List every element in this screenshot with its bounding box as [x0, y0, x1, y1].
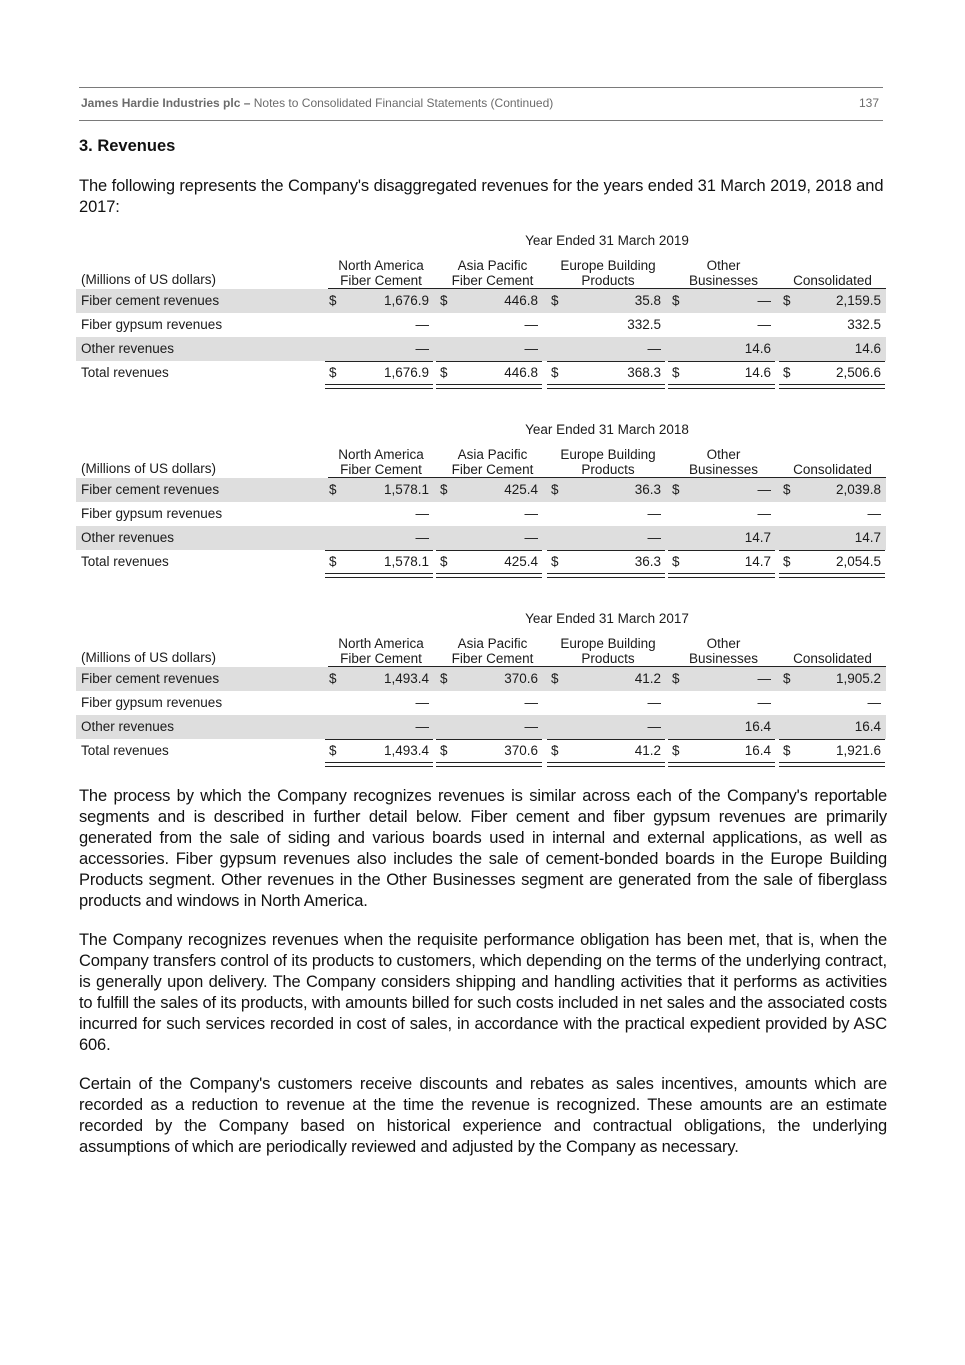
total-double-rule: [547, 573, 665, 578]
running-header: [81, 96, 879, 110]
row-label: Other revenues: [81, 719, 175, 734]
total-double-rule: [668, 762, 775, 767]
column-header-na: [326, 636, 436, 666]
revenue-table-2018: [76, 422, 886, 572]
total-double-rule: [779, 762, 885, 767]
revenue-table-2019: [76, 233, 886, 383]
cell-value: —: [524, 317, 538, 332]
cell-ebp: [551, 719, 661, 735]
currency-symbol: $: [672, 671, 680, 686]
cell-value: —: [647, 719, 661, 734]
column-header-ap: [437, 447, 548, 477]
row-label: Total revenues: [81, 365, 169, 380]
currency-symbol: $: [783, 671, 791, 686]
column-header-line: North America: [338, 447, 424, 462]
currency-symbol: $: [440, 482, 448, 497]
column-header-line: North America: [338, 258, 424, 273]
cell-value: —: [757, 482, 771, 497]
column-header-line: Europe Building: [560, 636, 656, 651]
column-header-line: [779, 258, 886, 273]
cell-other: [672, 293, 771, 309]
cell-value: 425.4: [504, 482, 538, 497]
row-label: Total revenues: [81, 743, 169, 758]
cell-value: 1,578.1: [383, 554, 429, 569]
column-header-ebp: [548, 447, 668, 477]
total-double-rule: [325, 762, 433, 767]
cell-value: 14.6: [854, 341, 881, 356]
column-header-line: Other: [706, 258, 741, 273]
currency-symbol: $: [551, 671, 559, 686]
currency-symbol: $: [329, 671, 337, 686]
cell-value: 370.6: [504, 743, 538, 758]
column-header-line: Fiber Cement: [340, 273, 422, 288]
table-period-heading: Year Ended 31 March 2019: [525, 233, 689, 248]
cell-other: [672, 554, 771, 570]
cell-ap: [440, 554, 538, 570]
cell-ebp: [551, 743, 661, 759]
cell-value: —: [524, 695, 538, 710]
column-header-cons: [779, 636, 886, 666]
cell-other: [672, 317, 771, 333]
cell-ap: [440, 719, 538, 735]
subtotal-rule: [547, 361, 665, 362]
currency-symbol: $: [551, 293, 559, 308]
column-header-line: Fiber Cement: [451, 462, 534, 477]
cell-value: 2,506.6: [835, 365, 881, 380]
cell-value: 1,676.9: [383, 365, 429, 380]
cell-other: [672, 695, 771, 711]
cell-value: —: [647, 530, 661, 545]
row-label: Fiber cement revenues: [81, 482, 220, 497]
cell-cons: [783, 482, 881, 498]
cell-value: —: [647, 341, 661, 356]
currency-symbol: $: [783, 743, 791, 758]
row-label: Fiber gypsum revenues: [81, 695, 223, 710]
cell-value: 36.3: [634, 554, 661, 569]
currency-symbol: $: [551, 554, 559, 569]
cell-value: —: [757, 695, 771, 710]
subtotal-rule: [325, 550, 433, 551]
total-double-rule: [325, 384, 433, 389]
column-header-line: Fiber Cement: [340, 651, 422, 666]
column-header-line: Fiber Cement: [451, 651, 534, 666]
cell-value: 41.2: [634, 671, 661, 686]
cell-ap: [440, 365, 538, 381]
units-label: (Millions of US dollars): [81, 650, 217, 665]
subtotal-rule: [668, 739, 775, 740]
currency-symbol: $: [672, 365, 680, 380]
column-header-line: Fiber Cement: [451, 273, 534, 288]
cell-ap: [440, 671, 538, 687]
subtotal-rule: [325, 739, 433, 740]
cell-ebp: [551, 554, 661, 570]
cell-value: —: [415, 317, 429, 332]
cell-ebp: [551, 293, 661, 309]
cell-ap: [440, 506, 538, 522]
column-header-line: Businesses: [688, 462, 759, 477]
cell-value: 14.6: [744, 341, 771, 356]
cell-cons: [783, 554, 881, 570]
cell-na: [329, 317, 429, 333]
cell-value: 1,905.2: [835, 671, 881, 686]
cell-value: —: [415, 530, 429, 545]
currency-symbol: $: [329, 743, 337, 758]
row-fiber-gypsum: [76, 502, 886, 526]
cell-na: [329, 341, 429, 357]
cell-value: —: [867, 506, 881, 521]
cell-value: —: [757, 317, 771, 332]
row-total-revenues: [76, 550, 886, 574]
cell-value: —: [524, 530, 538, 545]
cell-value: 446.8: [504, 293, 538, 308]
column-header-line: Products: [581, 651, 635, 666]
cell-value: 35.8: [634, 293, 661, 308]
cell-na: [329, 293, 429, 309]
cell-cons: [783, 293, 881, 309]
cell-na: [329, 482, 429, 498]
column-header-ebp: [548, 636, 668, 666]
cell-cons: [783, 671, 881, 687]
cell-value: 14.7: [744, 530, 771, 545]
currency-symbol: $: [551, 482, 559, 497]
cell-value: —: [415, 695, 429, 710]
cell-ebp: [551, 671, 661, 687]
column-header-line: Businesses: [688, 273, 759, 288]
intro-paragraph: The following represents the Company's disaggregated revenues for the years ended 31 March 2019, 2018 and 2017:: [79, 177, 884, 216]
header-rule-bottom: [79, 120, 883, 121]
cell-ap: [440, 293, 538, 309]
currency-symbol: $: [672, 743, 680, 758]
subtotal-rule: [668, 550, 775, 551]
revenue-table-2017: [76, 611, 886, 761]
column-header-row: [76, 254, 886, 288]
cell-value: —: [757, 671, 771, 686]
cell-na: [329, 365, 429, 381]
column-header-line: Consolidated: [793, 651, 872, 666]
total-double-rule: [668, 384, 775, 389]
cell-cons: [783, 341, 881, 357]
cell-ebp: [551, 530, 661, 546]
row-label: Other revenues: [81, 341, 175, 356]
subtotal-rule: [779, 739, 885, 740]
cell-value: 2,039.8: [835, 482, 881, 497]
row-total-revenues: [76, 361, 886, 385]
cell-other: [672, 506, 771, 522]
row-label: Other revenues: [81, 530, 175, 545]
paragraph-discounts-rebates: Certain of the Company's customers receive discounts and rebates as sales incentives, amounts which are recorded as a reduction to revenue at the time the revenue is recognized. These amounts are an estimate recorded by the Company based on historical experience and contractual obligations, the underlying assumptions of which are periodically reviewed and adjusted by the Company as necessary.: [79, 1075, 887, 1156]
row-other-revenues: [76, 337, 886, 361]
cell-other: [672, 719, 771, 735]
currency-symbol: $: [329, 554, 337, 569]
cell-value: 16.4: [854, 719, 881, 734]
table-period-heading: Year Ended 31 March 2018: [525, 422, 689, 437]
subtotal-rule: [779, 361, 885, 362]
cell-value: —: [415, 719, 429, 734]
currency-symbol: $: [329, 482, 337, 497]
currency-symbol: $: [783, 482, 791, 497]
currency-symbol: $: [672, 482, 680, 497]
cell-ap: [440, 317, 538, 333]
cell-ap: [440, 341, 538, 357]
column-header-line: Consolidated: [793, 273, 872, 288]
column-header-other: [668, 447, 779, 477]
row-total-revenues: [76, 739, 886, 763]
currency-symbol: $: [551, 365, 559, 380]
column-header-line: Fiber Cement: [340, 462, 422, 477]
cell-value: —: [415, 341, 429, 356]
cell-other: [672, 341, 771, 357]
currency-symbol: $: [783, 365, 791, 380]
cell-na: [329, 671, 429, 687]
cell-ap: [440, 743, 538, 759]
cell-value: —: [757, 506, 771, 521]
row-fiber-cement: [76, 667, 886, 691]
section-title: 3. Revenues: [79, 137, 176, 155]
currency-symbol: $: [783, 554, 791, 569]
subtotal-rule: [779, 550, 885, 551]
column-header-line: Businesses: [688, 651, 759, 666]
row-fiber-gypsum: [76, 313, 886, 337]
row-label: Fiber cement revenues: [81, 671, 220, 686]
cell-value: 1,676.9: [383, 293, 429, 308]
column-header-other: [668, 636, 779, 666]
cell-other: [672, 482, 771, 498]
cell-cons: [783, 743, 881, 759]
cell-value: —: [415, 506, 429, 521]
cell-value: 16.4: [744, 743, 771, 758]
cell-na: [329, 743, 429, 759]
cell-na: [329, 506, 429, 522]
subtotal-rule: [436, 550, 542, 551]
cell-value: 14.7: [854, 530, 881, 545]
total-double-rule: [779, 573, 885, 578]
cell-value: 2,159.5: [835, 293, 881, 308]
cell-value: —: [524, 506, 538, 521]
cell-cons: [783, 695, 881, 711]
column-header-line: Other: [706, 636, 741, 651]
column-header-line: Products: [581, 462, 635, 477]
currency-symbol: $: [672, 293, 680, 308]
column-header-line: [779, 447, 886, 462]
row-other-revenues: [76, 715, 886, 739]
cell-na: [329, 695, 429, 711]
cell-value: —: [524, 719, 538, 734]
row-fiber-cement: [76, 289, 886, 313]
cell-other: [672, 743, 771, 759]
currency-symbol: $: [440, 293, 448, 308]
subtotal-rule: [325, 361, 433, 362]
column-header-ap: [437, 258, 548, 288]
row-label: Total revenues: [81, 554, 169, 569]
column-header-line: Europe Building: [560, 447, 656, 462]
column-header-other: [668, 258, 779, 288]
subtotal-rule: [547, 550, 665, 551]
table-period-heading: Year Ended 31 March 2017: [525, 611, 689, 626]
cell-value: 14.6: [744, 365, 771, 380]
paragraph-revenue-process: The process by which the Company recognizes revenues is similar across each of the Company's reportable segments and is described in further detail below. Fiber cement and fiber gypsum revenues are primarily generated from the sale of siding and various boards used in internal and external applications, as well as accessories. Fiber gypsum revenues also includes the sale of cement-bonded boards in the Europe Building Products segment. Other revenues in the Other Businesses segment are generated from the sale of fiberglass products and windows in North America.: [79, 787, 887, 910]
row-label: Fiber gypsum revenues: [81, 317, 223, 332]
total-double-rule: [436, 384, 542, 389]
row-label: Fiber gypsum revenues: [81, 506, 223, 521]
row-other-revenues: [76, 526, 886, 550]
total-double-rule: [436, 762, 542, 767]
units-label: (Millions of US dollars): [81, 461, 217, 476]
cell-value: 332.5: [847, 317, 881, 332]
header-title: Notes to Consolidated Financial Statements (Continued): [253, 96, 554, 110]
cell-value: 2,054.5: [835, 554, 881, 569]
total-double-rule: [779, 384, 885, 389]
total-double-rule: [436, 573, 542, 578]
column-header-cons: [779, 258, 886, 288]
column-header-ebp: [548, 258, 668, 288]
cell-value: —: [524, 341, 538, 356]
column-header-row: [76, 632, 886, 666]
column-header-na: [326, 258, 436, 288]
page-number: 137: [858, 96, 879, 110]
cell-value: —: [647, 506, 661, 521]
cell-value: 36.3: [634, 482, 661, 497]
cell-value: 1,493.4: [383, 671, 429, 686]
total-double-rule: [668, 573, 775, 578]
total-double-rule: [325, 573, 433, 578]
cell-value: —: [757, 293, 771, 308]
column-header-line: Asia Pacific: [457, 447, 528, 462]
cell-other: [672, 365, 771, 381]
total-double-rule: [547, 762, 665, 767]
header-rule-top: [79, 87, 883, 88]
cell-other: [672, 530, 771, 546]
cell-ap: [440, 695, 538, 711]
column-header-ap: [437, 636, 548, 666]
cell-value: —: [867, 695, 881, 710]
cell-cons: [783, 317, 881, 333]
currency-symbol: $: [329, 293, 337, 308]
currency-symbol: $: [440, 743, 448, 758]
paragraph-revenue-recognition: The Company recognizes revenues when the requisite performance obligation has been met, that is, when the Company transfers control of its products to customers, which depending on the terms of the underlying contract, is generally upon delivery. The Company considers shipping and handling activities that it performs as activities to fulfill the sales of its products, with amounts billed for such costs included in net sales and the associated costs incurred for such services recorded in cost of sales, in accordance with the practical expedient provided by ASC 606.: [79, 931, 887, 1054]
company-name: James Hardie Industries plc: [81, 96, 241, 110]
cell-na: [329, 719, 429, 735]
column-header-line: Asia Pacific: [457, 258, 528, 273]
column-header-line: North America: [338, 636, 424, 651]
cell-value: —: [647, 695, 661, 710]
total-double-rule: [547, 384, 665, 389]
cell-value: 1,493.4: [383, 743, 429, 758]
currency-symbol: $: [551, 743, 559, 758]
row-label: Fiber cement revenues: [81, 293, 220, 308]
column-header-line: Europe Building: [560, 258, 656, 273]
column-header-cons: [779, 447, 886, 477]
cell-ebp: [551, 482, 661, 498]
column-header-line: Consolidated: [793, 462, 872, 477]
cell-cons: [783, 365, 881, 381]
cell-ebp: [551, 506, 661, 522]
column-header-line: Asia Pacific: [457, 636, 528, 651]
column-header-na: [326, 447, 436, 477]
currency-symbol: $: [440, 554, 448, 569]
cell-ebp: [551, 695, 661, 711]
cell-na: [329, 554, 429, 570]
column-header-line: [779, 636, 886, 651]
units-label: (Millions of US dollars): [81, 272, 217, 287]
cell-cons: [783, 719, 881, 735]
currency-symbol: $: [440, 671, 448, 686]
cell-value: 368.3: [627, 365, 661, 380]
currency-symbol: $: [672, 554, 680, 569]
cell-other: [672, 671, 771, 687]
cell-ap: [440, 530, 538, 546]
cell-value: 1,578.1: [383, 482, 429, 497]
cell-value: 332.5: [627, 317, 661, 332]
currency-symbol: $: [329, 365, 337, 380]
cell-ebp: [551, 365, 661, 381]
cell-value: 425.4: [504, 554, 538, 569]
subtotal-rule: [547, 739, 665, 740]
currency-symbol: $: [783, 293, 791, 308]
cell-value: 446.8: [504, 365, 538, 380]
subtotal-rule: [436, 739, 542, 740]
column-header-row: [76, 443, 886, 477]
currency-symbol: $: [440, 365, 448, 380]
cell-value: 41.2: [634, 743, 661, 758]
header-separator: –: [240, 96, 254, 110]
row-fiber-gypsum: [76, 691, 886, 715]
column-header-line: Products: [581, 273, 635, 288]
subtotal-rule: [436, 361, 542, 362]
cell-value: 14.7: [744, 554, 771, 569]
cell-cons: [783, 530, 881, 546]
cell-ap: [440, 482, 538, 498]
cell-value: 370.6: [504, 671, 538, 686]
cell-value: 16.4: [744, 719, 771, 734]
cell-na: [329, 530, 429, 546]
cell-value: 1,921.6: [835, 743, 881, 758]
cell-ebp: [551, 341, 661, 357]
cell-ebp: [551, 317, 661, 333]
cell-cons: [783, 506, 881, 522]
column-header-line: Other: [706, 447, 741, 462]
subtotal-rule: [668, 361, 775, 362]
row-fiber-cement: [76, 478, 886, 502]
